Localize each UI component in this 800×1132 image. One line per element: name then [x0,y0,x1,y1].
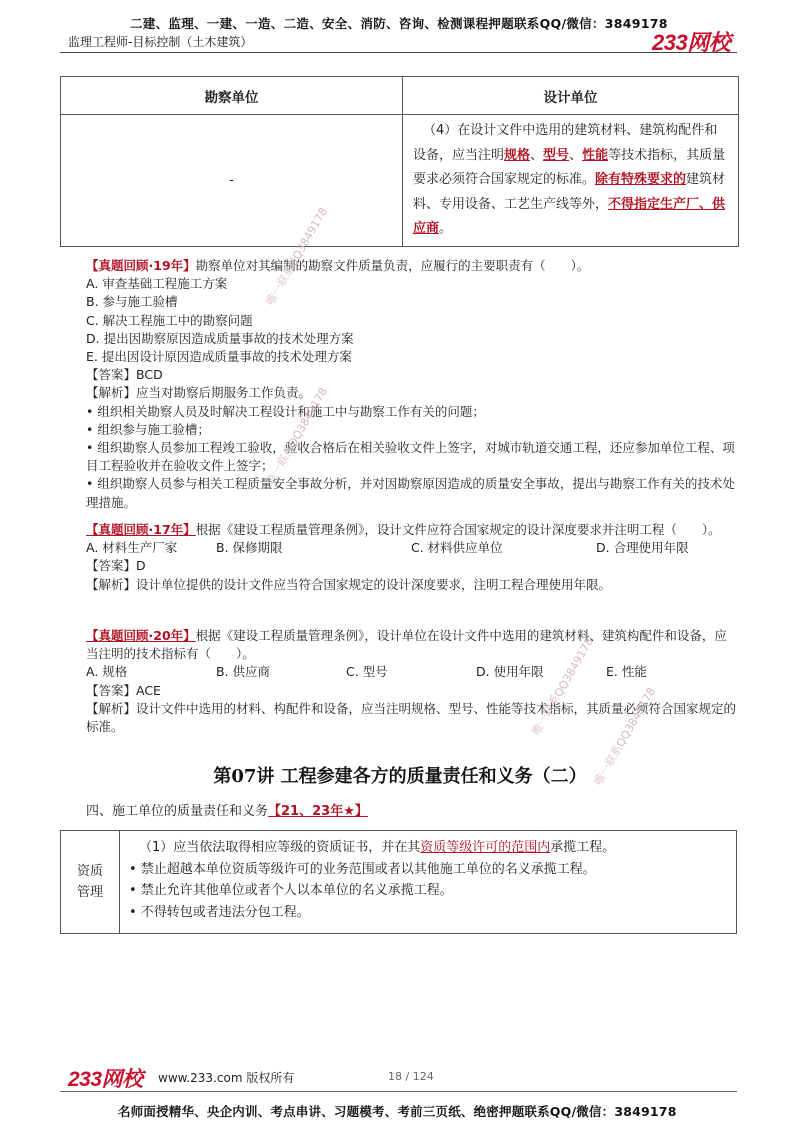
option: B. 供应商 [216,664,271,680]
option: D. 使用年限 [476,664,544,680]
option: D. 合理使用年限 [596,540,689,556]
footer-copyright: www.233.com 版权所有 [158,1071,295,1085]
duty-comparison-table [60,76,739,247]
answer: 【答案】BCD [86,367,163,383]
analysis: 【解析】设计单位提供的设计文件应当符合国家规定的设计深度要求，注明工程合理使用年限。 [86,576,612,592]
design-cell: （4）在设计文件中选用的建筑材料、建筑构配件和设备，应当注明规格、型号、性能等技术指标，其质量要求必须符合国家规定的标准。除有特殊要求的建筑材料、专用设备、工艺生产线等外，不得指定生产厂、供应商。 [403,115,739,247]
page-number: 18 / 124 [388,1070,434,1083]
header-ad-text: 二建、监理、一建、一造、二造、安全、消防、咨询、检测课程押题联系QQ/微信：3849178 [130,16,668,31]
key-term-no-designate: 不得指定生产厂、供应商 [413,196,726,236]
option: D. 提出因勘察原因造成质量事故的技术处理方案 [86,330,354,346]
option: C. 材料供应单位 [411,540,503,556]
footer-logo: 233网校 [68,1068,143,1091]
watermark: 唯一联系QQ3849178 [263,205,331,308]
table-header-survey: 勘察单位 [61,77,403,115]
analysis-bullet: • 组织相关勘察人员及时解决工程设计和施工中与勘察工作有关的问题； [86,403,485,419]
list-item: • 不得转包或者违法分包工程。 [129,904,310,920]
option: C. 型号 [346,664,388,680]
question-tag: 【真题回顾·20年】 [86,628,196,643]
option: A. 审查基础工程施工方案 [86,276,228,292]
key-term-license-scope: 资质等级许可的范围内 [420,840,551,855]
key-term-performance: 性能 [582,147,609,163]
watermark: 唯一联系QQ3849178 [591,685,659,788]
answer: 【答案】ACE [86,682,161,698]
question-19 [86,257,736,512]
footer-divider [60,1091,737,1092]
analysis: 【解析】应当对勘察后期服务工作负责。 [86,385,312,401]
key-term-spec: 规格 [504,147,531,163]
header-divider [60,52,737,53]
list-item: • 禁止允许其他单位或者个人以本单位的名义承揽工程。 [129,883,453,898]
option: B. 参与施工验槽 [86,294,178,310]
option: E. 提出因设计原因造成质量事故的技术处理方案 [86,349,352,365]
question-stem: 根据《建设工程质量管理条例》，设计文件应符合国家规定的设计深度要求并注明工程（ ）。 [195,522,721,537]
option: B. 保修期限 [216,540,283,556]
table-header-design: 设计单位 [403,77,739,115]
analysis: 【解析】设计文件中选用的材料、构配件和设备，应当注明规格、型号、性能等技术指标，其质量必须符合国家规定的标准。 [86,700,737,734]
question-tag: 【真题回顾·19年】 [86,258,196,273]
key-term-special: 除有特殊要求的 [595,172,687,187]
qualification-content: （1）应当依法取得相应等级的资质证书，并在其资质等级许可的范围内承揽工程。 • 禁止超越本单位资质等级许可的业务范围或者以其他施工单位的名义承揽工程。 • 禁止允许其他单位或者个人以本单位的名义承揽工程。 • 不得转包或者违法分包工程。 [129,837,729,923]
qualification-label: 资质 管理 [61,831,120,933]
watermark: 唯一联系QQ3849178 [263,385,331,488]
qualification-table [60,830,737,934]
question-stem: 勘察单位对其编制的勘察文件质量负责，应履行的主要职责有（ ）。 [195,258,590,273]
question-tag: 【真题回顾·17年】 [86,522,196,537]
analysis-bullet: • 组织参与施工验槽； [86,421,210,437]
brand-logo: 233网校 [652,30,731,55]
answer: 【答案】D [86,558,146,574]
option: C. 解决工程施工中的勘察问题 [86,312,253,328]
analysis-bullet: • 组织勘察人员参加工程竣工验收，验收合格后在相关验收文件上签字，对城市轨道交通工程，还应参加单位工程、项目工程验收并在验收文件上签字； [86,440,735,474]
footer-ad-text: 名师面授精华、央企内训、考点串讲、习题模考、考前三页纸、绝密押题联系QQ/微信：3849178 [118,1104,677,1119]
analysis-bullet: • 组织勘察人员参与相关工程质量安全事故分析，并对因勘察原因造成的质量安全事故，提出与勘察工作有关的技术处理措施。 [86,476,735,510]
option: A. 规格 [86,664,128,680]
list-item: • 禁止超越本单位资质等级许可的业务范围或者以其他施工单位的名义承揽工程。 [129,861,596,877]
lecture-heading: 第07讲 工程参建各方的质量责任和义务（二） [213,766,587,787]
option: A. 材料生产厂家 [86,540,178,556]
question-17 [86,521,736,594]
survey-cell: - [61,115,403,247]
exam-year-tag: 【21、23年★】 [268,804,368,819]
course-title: 监理工程师-目标控制（土木建筑） [68,35,253,49]
question-stem: 根据《建设工程质量管理条例》，设计单位在设计文件中选用的建筑材料、建筑构配件和设备，应当注明的技术指标有（ ）。 [86,628,727,662]
key-term-model: 型号 [543,147,570,163]
section-subheading: 四、施工单位的质量责任和义务【21、23年★】 [86,804,368,819]
option: E. 性能 [606,664,647,680]
watermark: 唯一联系QQ3849178 [529,635,597,738]
